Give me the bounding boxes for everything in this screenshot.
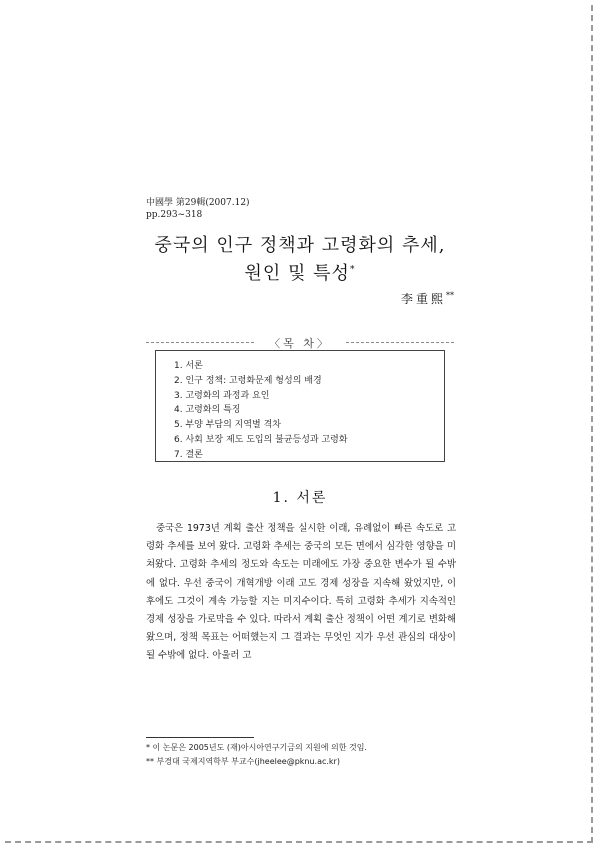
paper-title bbox=[100, 234, 500, 286]
author-name: 李重熙 bbox=[400, 292, 446, 306]
journal-info bbox=[146, 197, 250, 221]
toc-item-7: 7. 결론 bbox=[174, 449, 203, 460]
body-paragraph: 중국은 1973년 계획 출산 정책을 실시한 이래, 유례없이 빠른 속도로 고령화 추세를 보여 왔다. 고령화 추세는 중국의 모든 면에서 심각한 영향을 미쳐왔다. 고령화 추세의 정도와 속도는 미래에도 가장 중요한 변수가 될 수밖에 없다. 우선 중국이 개혁개방 이래 고도 경제 성장을 지속해 왔었지만, 이후에도 그것이 계속 가능할 지는 미지수이다. 특히 고령화 추세가 지속적인 경제 성장을 가로막을 수 있다. 따라서 계획 출산 정책이 어떤 계기로 변화해 왔으며, 정책 목표는 어떠했는지 그 결과는 무엇인 지가 우선 관심의 대상이 될 수밖에 없다. 아울러 고 bbox=[146, 523, 456, 662]
toc-item-4: 4. 고령화의 특징 bbox=[174, 405, 241, 416]
toc-heading: 〈목 차〉 bbox=[255, 335, 345, 351]
title-line-2 bbox=[100, 258, 500, 286]
footnotes bbox=[146, 741, 456, 769]
table-of-contents bbox=[155, 350, 445, 462]
toc-item-5: 5. 부양 부담의 지역별 격차 bbox=[174, 420, 281, 431]
title-line-1: 중국의 인구 정책과 고령화의 추세, bbox=[154, 235, 446, 256]
section-heading: 1. 서론 bbox=[272, 490, 328, 506]
author-footnote-mark: ** bbox=[446, 291, 454, 300]
author bbox=[401, 290, 454, 307]
title-footnote-mark: * bbox=[349, 265, 356, 275]
toc-item-6: 6. 사회 보장 제도 도입의 불균등성과 고령화 bbox=[174, 434, 348, 445]
toc-item-2: 2. 인구 정책: 고령화문제 형성의 배경 bbox=[174, 375, 322, 386]
footnote-rule bbox=[146, 737, 254, 738]
toc-item-3: 3. 고령화의 과정과 요인 bbox=[174, 390, 270, 401]
footnote-2: ** 부경대 국제지역학부 부교수(jheelee@pknu.ac.kr) bbox=[146, 757, 340, 766]
title-line-2-text: 원인 및 특성 bbox=[244, 263, 350, 284]
journal-pages: pp.293~318 bbox=[146, 210, 203, 220]
journal-volume: 中國學 第29輯(2007.12) bbox=[146, 198, 250, 208]
toc-item-1: 1. 서론 bbox=[174, 361, 203, 371]
footnote-1: * 이 논문은 2005년도 (재)아시아연구기금의 지원에 의한 것임. bbox=[146, 743, 367, 752]
